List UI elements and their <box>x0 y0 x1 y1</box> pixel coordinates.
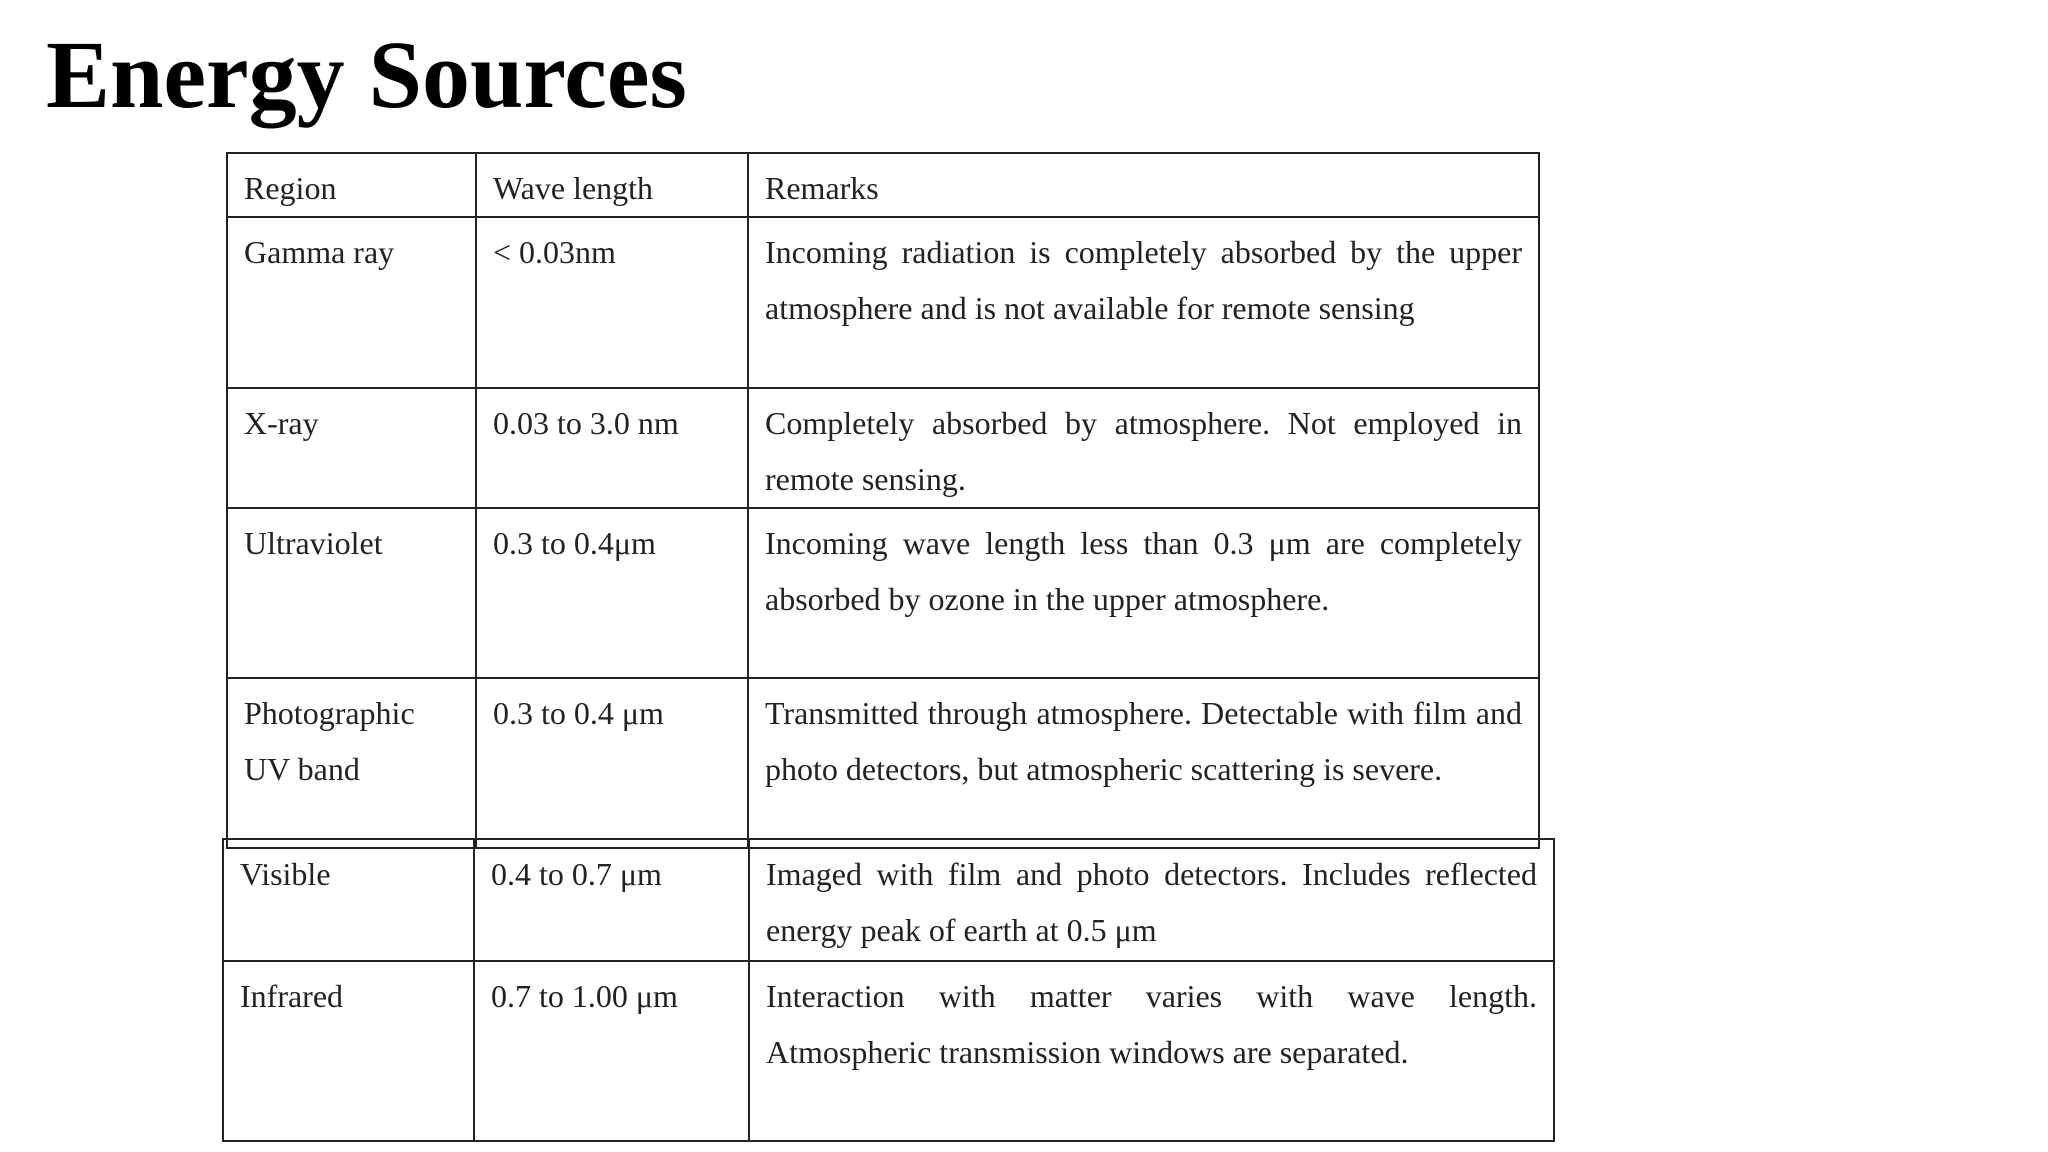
remarks-cell: Completely absorbed by atmosphere. Not employed in remote sensing. <box>748 388 1539 508</box>
table-row <box>227 678 1539 848</box>
slide-title: Energy Sources <box>46 21 687 128</box>
region-cell: Visible <box>223 839 474 961</box>
table-row <box>223 961 1554 1141</box>
remarks-cell: Interaction with matter varies with wave length. Atmospheric transmission windows are separated. <box>749 961 1554 1141</box>
header-region: Region <box>227 153 476 217</box>
remarks-cell: Imaged with film and photo detectors. Includes reflected energy peak of earth at 0.5 μm <box>749 839 1554 961</box>
wavelength-cell: 0.4 to 0.7 μm <box>474 839 749 961</box>
header-wavelength: Wave length <box>476 153 748 217</box>
wavelength-cell: 0.3 to 0.4μm <box>476 508 748 678</box>
table-row <box>223 839 1554 961</box>
energy-table-bottom <box>222 838 1555 1142</box>
table-row <box>227 388 1539 508</box>
table-row <box>227 217 1539 388</box>
table-header-row <box>227 153 1539 217</box>
region-cell: X-ray <box>227 388 476 508</box>
remarks-cell: Incoming radiation is completely absorbed by the upper atmosphere and is not available for remote sensing <box>748 217 1539 388</box>
header-remarks: Remarks <box>748 153 1539 217</box>
region-cell: Gamma ray <box>227 217 476 388</box>
wavelength-cell: 0.03 to 3.0 nm <box>476 388 748 508</box>
wavelength-cell: < 0.03nm <box>476 217 748 388</box>
remarks-cell: Transmitted through atmosphere. Detectable with film and photo detectors, but atmospheric scattering is severe. <box>748 678 1539 848</box>
wavelength-cell: 0.7 to 1.00 μm <box>474 961 749 1141</box>
wavelength-cell: 0.3 to 0.4 μm <box>476 678 748 848</box>
region-cell: Photographic UV band <box>227 678 476 848</box>
region-cell: Infrared <box>223 961 474 1141</box>
table-row <box>227 508 1539 678</box>
energy-table-top <box>226 152 1540 849</box>
region-cell: Ultraviolet <box>227 508 476 678</box>
remarks-cell: Incoming wave length less than 0.3 μm are completely absorbed by ozone in the upper atmosphere. <box>748 508 1539 678</box>
